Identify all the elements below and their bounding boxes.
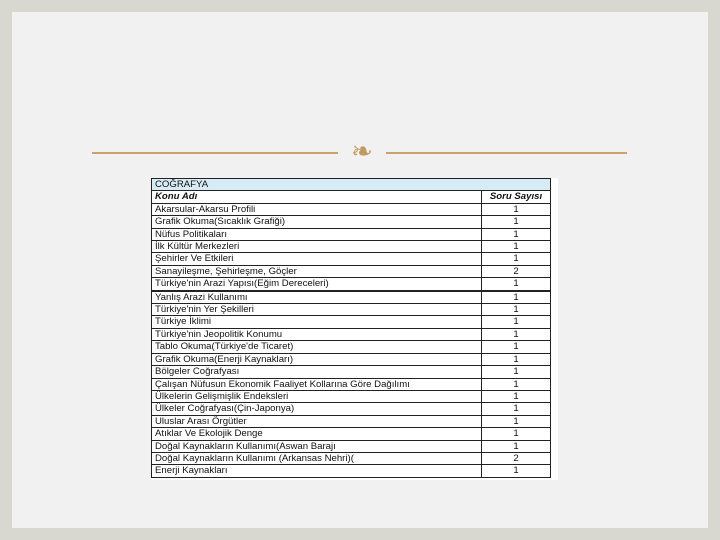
table-row (152, 228, 551, 240)
topic-cell: Ülkelerin Gelişmişlik Endeksleri (152, 390, 482, 402)
decorative-swirl-icon: ❧ (351, 137, 373, 167)
topic-cell: Doğal Kaynakların Kullanımı(Aswan Barajı (152, 440, 482, 452)
count-cell: 1 (482, 366, 551, 378)
column-header-topic: Konu Adı (152, 191, 482, 203)
topic-cell: Türkiye'nin Arazi Yapısı(Eğim Dereceleri) (152, 278, 482, 291)
topic-cell: Türkiye'nin Yer Şekilleri (152, 304, 482, 316)
topic-cell: Atıklar Ve Ekolojik Denge (152, 428, 482, 440)
column-header-row (152, 191, 551, 203)
count-cell: 1 (482, 328, 551, 340)
topic-cell: Çalışan Nüfusun Ekonomik Faaliyet Kollarına Göre Dağılımı (152, 378, 482, 390)
count-cell: 1 (482, 216, 551, 228)
topic-cell: Ülkeler Coğrafyası(Çin-Japonya) (152, 403, 482, 415)
count-cell: 1 (482, 403, 551, 415)
topic-cell: Grafik Okuma(Sıcaklık Grafiği) (152, 216, 482, 228)
table-row (152, 304, 551, 316)
topic-cell: Bölgeler Coğrafyası (152, 366, 482, 378)
table-row (152, 390, 551, 402)
topic-cell: İlk Kültür Merkezleri (152, 241, 482, 253)
table-row (152, 253, 551, 265)
table-row (152, 428, 551, 440)
count-cell: 1 (482, 378, 551, 390)
count-cell: 1 (482, 390, 551, 402)
table-row (152, 203, 551, 215)
column-header-count: Soru Sayısı (482, 191, 551, 203)
count-cell: 1 (482, 316, 551, 328)
topic-cell: Enerji Kaynakları (152, 465, 482, 477)
count-cell: 1 (482, 253, 551, 265)
topics-table-container (151, 178, 558, 480)
count-cell: 2 (482, 265, 551, 277)
table-row (152, 316, 551, 328)
table-row (152, 415, 551, 427)
table-row (152, 341, 551, 353)
topic-cell: Doğal Kaynakların Kullanımı (Arkansas Nehri)( (152, 452, 482, 464)
count-cell: 1 (482, 278, 551, 291)
count-cell: 1 (482, 291, 551, 304)
count-cell: 1 (482, 228, 551, 240)
count-cell: 1 (482, 415, 551, 427)
topic-cell: Yanlış Arazi Kullanımı (152, 291, 482, 304)
topic-cell: Grafik Okuma(Enerji Kaynakları) (152, 353, 482, 365)
table-row (152, 291, 551, 304)
table-row (152, 452, 551, 464)
table-title: COĞRAFYA (152, 179, 551, 191)
count-cell: 1 (482, 428, 551, 440)
table-title-row (152, 179, 551, 191)
table-row (152, 465, 551, 477)
table-row (152, 328, 551, 340)
topic-cell: Nüfus Politikaları (152, 228, 482, 240)
table-row (152, 378, 551, 390)
topic-cell: Sanayileşme, Şehirleşme, Göçler (152, 265, 482, 277)
topic-cell: Uluslar Arası Örgütler (152, 415, 482, 427)
table-row (152, 440, 551, 452)
topic-cell: Tablo Okuma(Türkiye'de Ticaret) (152, 341, 482, 353)
count-cell: 1 (482, 341, 551, 353)
table-row (152, 366, 551, 378)
divider-line-left (92, 152, 338, 154)
table-row (152, 353, 551, 365)
table-row (152, 403, 551, 415)
topics-table (151, 178, 551, 478)
topic-cell: Türkiye'nin Jeopolitik Konumu (152, 328, 482, 340)
topic-cell: Türkiye İklimi (152, 316, 482, 328)
count-cell: 1 (482, 304, 551, 316)
divider-line-right (386, 152, 627, 154)
count-cell: 1 (482, 241, 551, 253)
count-cell: 1 (482, 203, 551, 215)
count-cell: 1 (482, 465, 551, 477)
topic-cell: Akarsular-Akarsu Profili (152, 203, 482, 215)
count-cell: 2 (482, 452, 551, 464)
table-row (152, 265, 551, 277)
table-row (152, 241, 551, 253)
count-cell: 1 (482, 440, 551, 452)
count-cell: 1 (482, 353, 551, 365)
table-row (152, 216, 551, 228)
topic-cell: Şehirler Ve Etkileri (152, 253, 482, 265)
table-row (152, 278, 551, 291)
